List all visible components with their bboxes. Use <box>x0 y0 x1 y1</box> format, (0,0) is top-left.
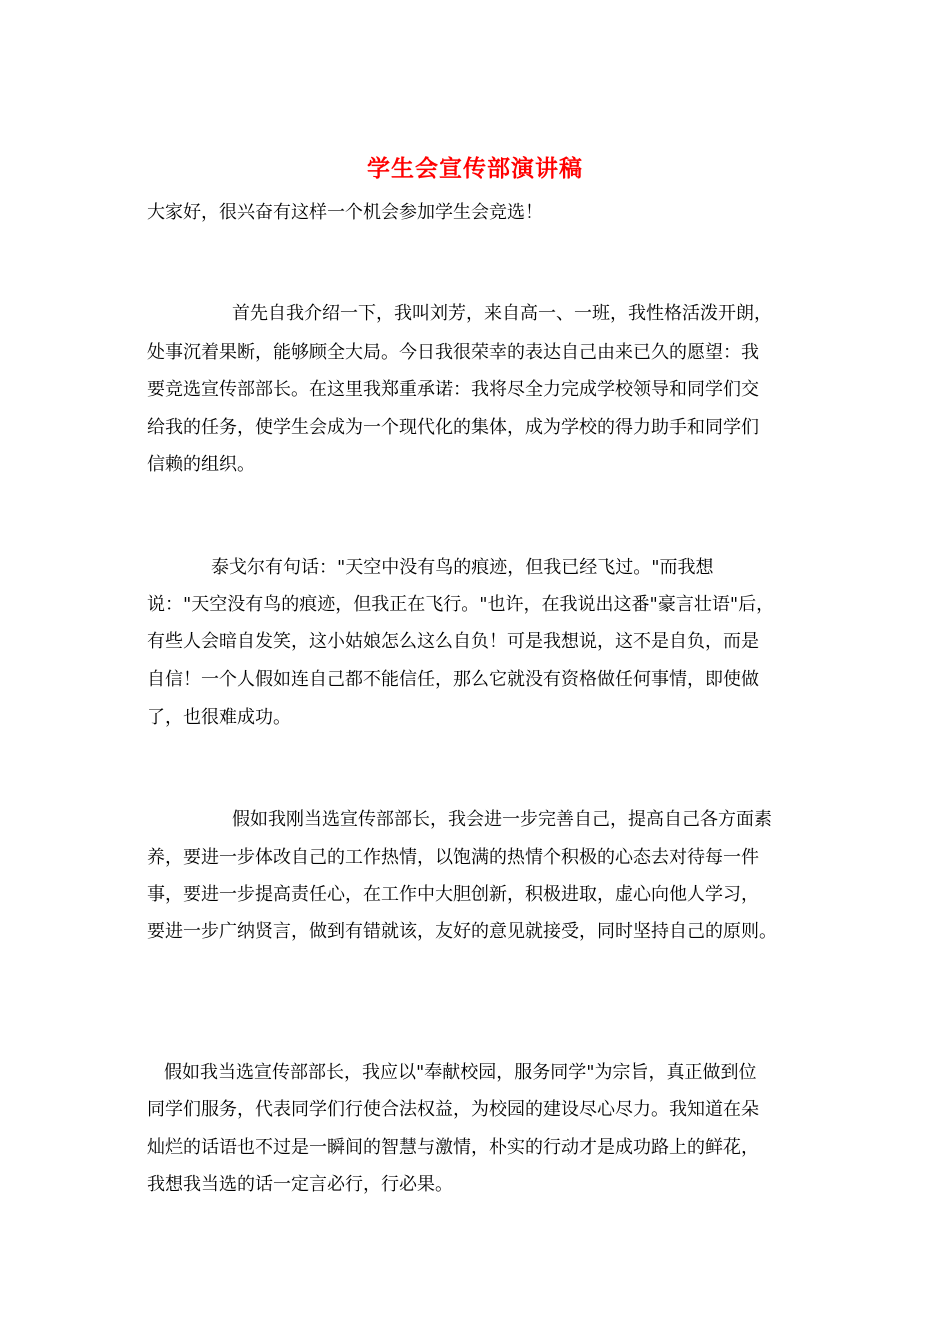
paragraph-4-line-2: 同学们服务，代表同学们行使合法权益，为校园的建设尽心尽力。我知道在朵 <box>147 1099 759 1120</box>
paragraph-4-line-4: 我想我当选的话一定言必行，行必果。 <box>147 1174 453 1195</box>
paragraph-3-line-1: 假如我刚当选宣传部部长，我会进一步完善自己，提高自己各方面素 <box>232 809 772 830</box>
paragraph-1-line-2: 处事沉着果断，能够顾全大局。今日我很荣幸的表达自己由来已久的愿望：我 <box>147 342 759 363</box>
paragraph-2-line-2: 说："天空没有鸟的痕迹，但我正在飞行。"也许，在我说出这番"豪言壮语"后， <box>147 594 775 615</box>
paragraph-2-line-5: 了，也很难成功。 <box>147 707 291 728</box>
paragraph-1-line-5: 信赖的组织。 <box>147 454 255 475</box>
paragraph-2-line-1: 泰戈尔有句话："天空中没有鸟的痕迹，但我已经飞过。"而我想 <box>211 557 714 578</box>
greeting-line: 大家好，很兴奋有这样一个机会参加学生会竞选！ <box>147 202 543 223</box>
paragraph-4-line-3: 灿烂的话语也不过是一瞬间的智慧与激情，朴实的行动才是成功路上的鲜花， <box>147 1137 759 1158</box>
paragraph-2-line-4: 自信！一个人假如连自己都不能信任，那么它就没有资格做任何事情，即使做 <box>147 669 759 690</box>
paragraph-1-line-3: 要竞选宣传部部长。在这里我郑重承诺：我将尽全力完成学校领导和同学们交 <box>147 379 759 400</box>
document-title: 学生会宣传部演讲稿 <box>367 155 583 182</box>
paragraph-3-line-2: 养，要进一步体改自己的工作热情，以饱满的热情个积极的心态去对待每一件 <box>147 847 759 868</box>
paragraph-3-line-4: 要进一步广纳贤言，做到有错就该，友好的意见就接受，同时坚持自己的原则。 <box>147 921 777 942</box>
paragraph-2-line-3: 有些人会暗自发笑，这小姑娘怎么这么自负！可是我想说，这不是自负，而是 <box>147 631 759 652</box>
paragraph-3-line-3: 事，要进一步提高责任心，在工作中大胆创新，积极进取，虚心向他人学习， <box>147 884 759 905</box>
paragraph-1-line-4: 给我的任务，使学生会成为一个现代化的集体，成为学校的得力助手和同学们 <box>147 417 759 438</box>
paragraph-1-line-1: 首先自我介绍一下，我叫刘芳，来自高一、一班，我性格活泼开朗， <box>232 303 772 324</box>
paragraph-4-line-1: 假如我当选宣传部部长，我应以"奉献校园，服务同学"为宗旨，真正做到位 <box>164 1062 757 1083</box>
